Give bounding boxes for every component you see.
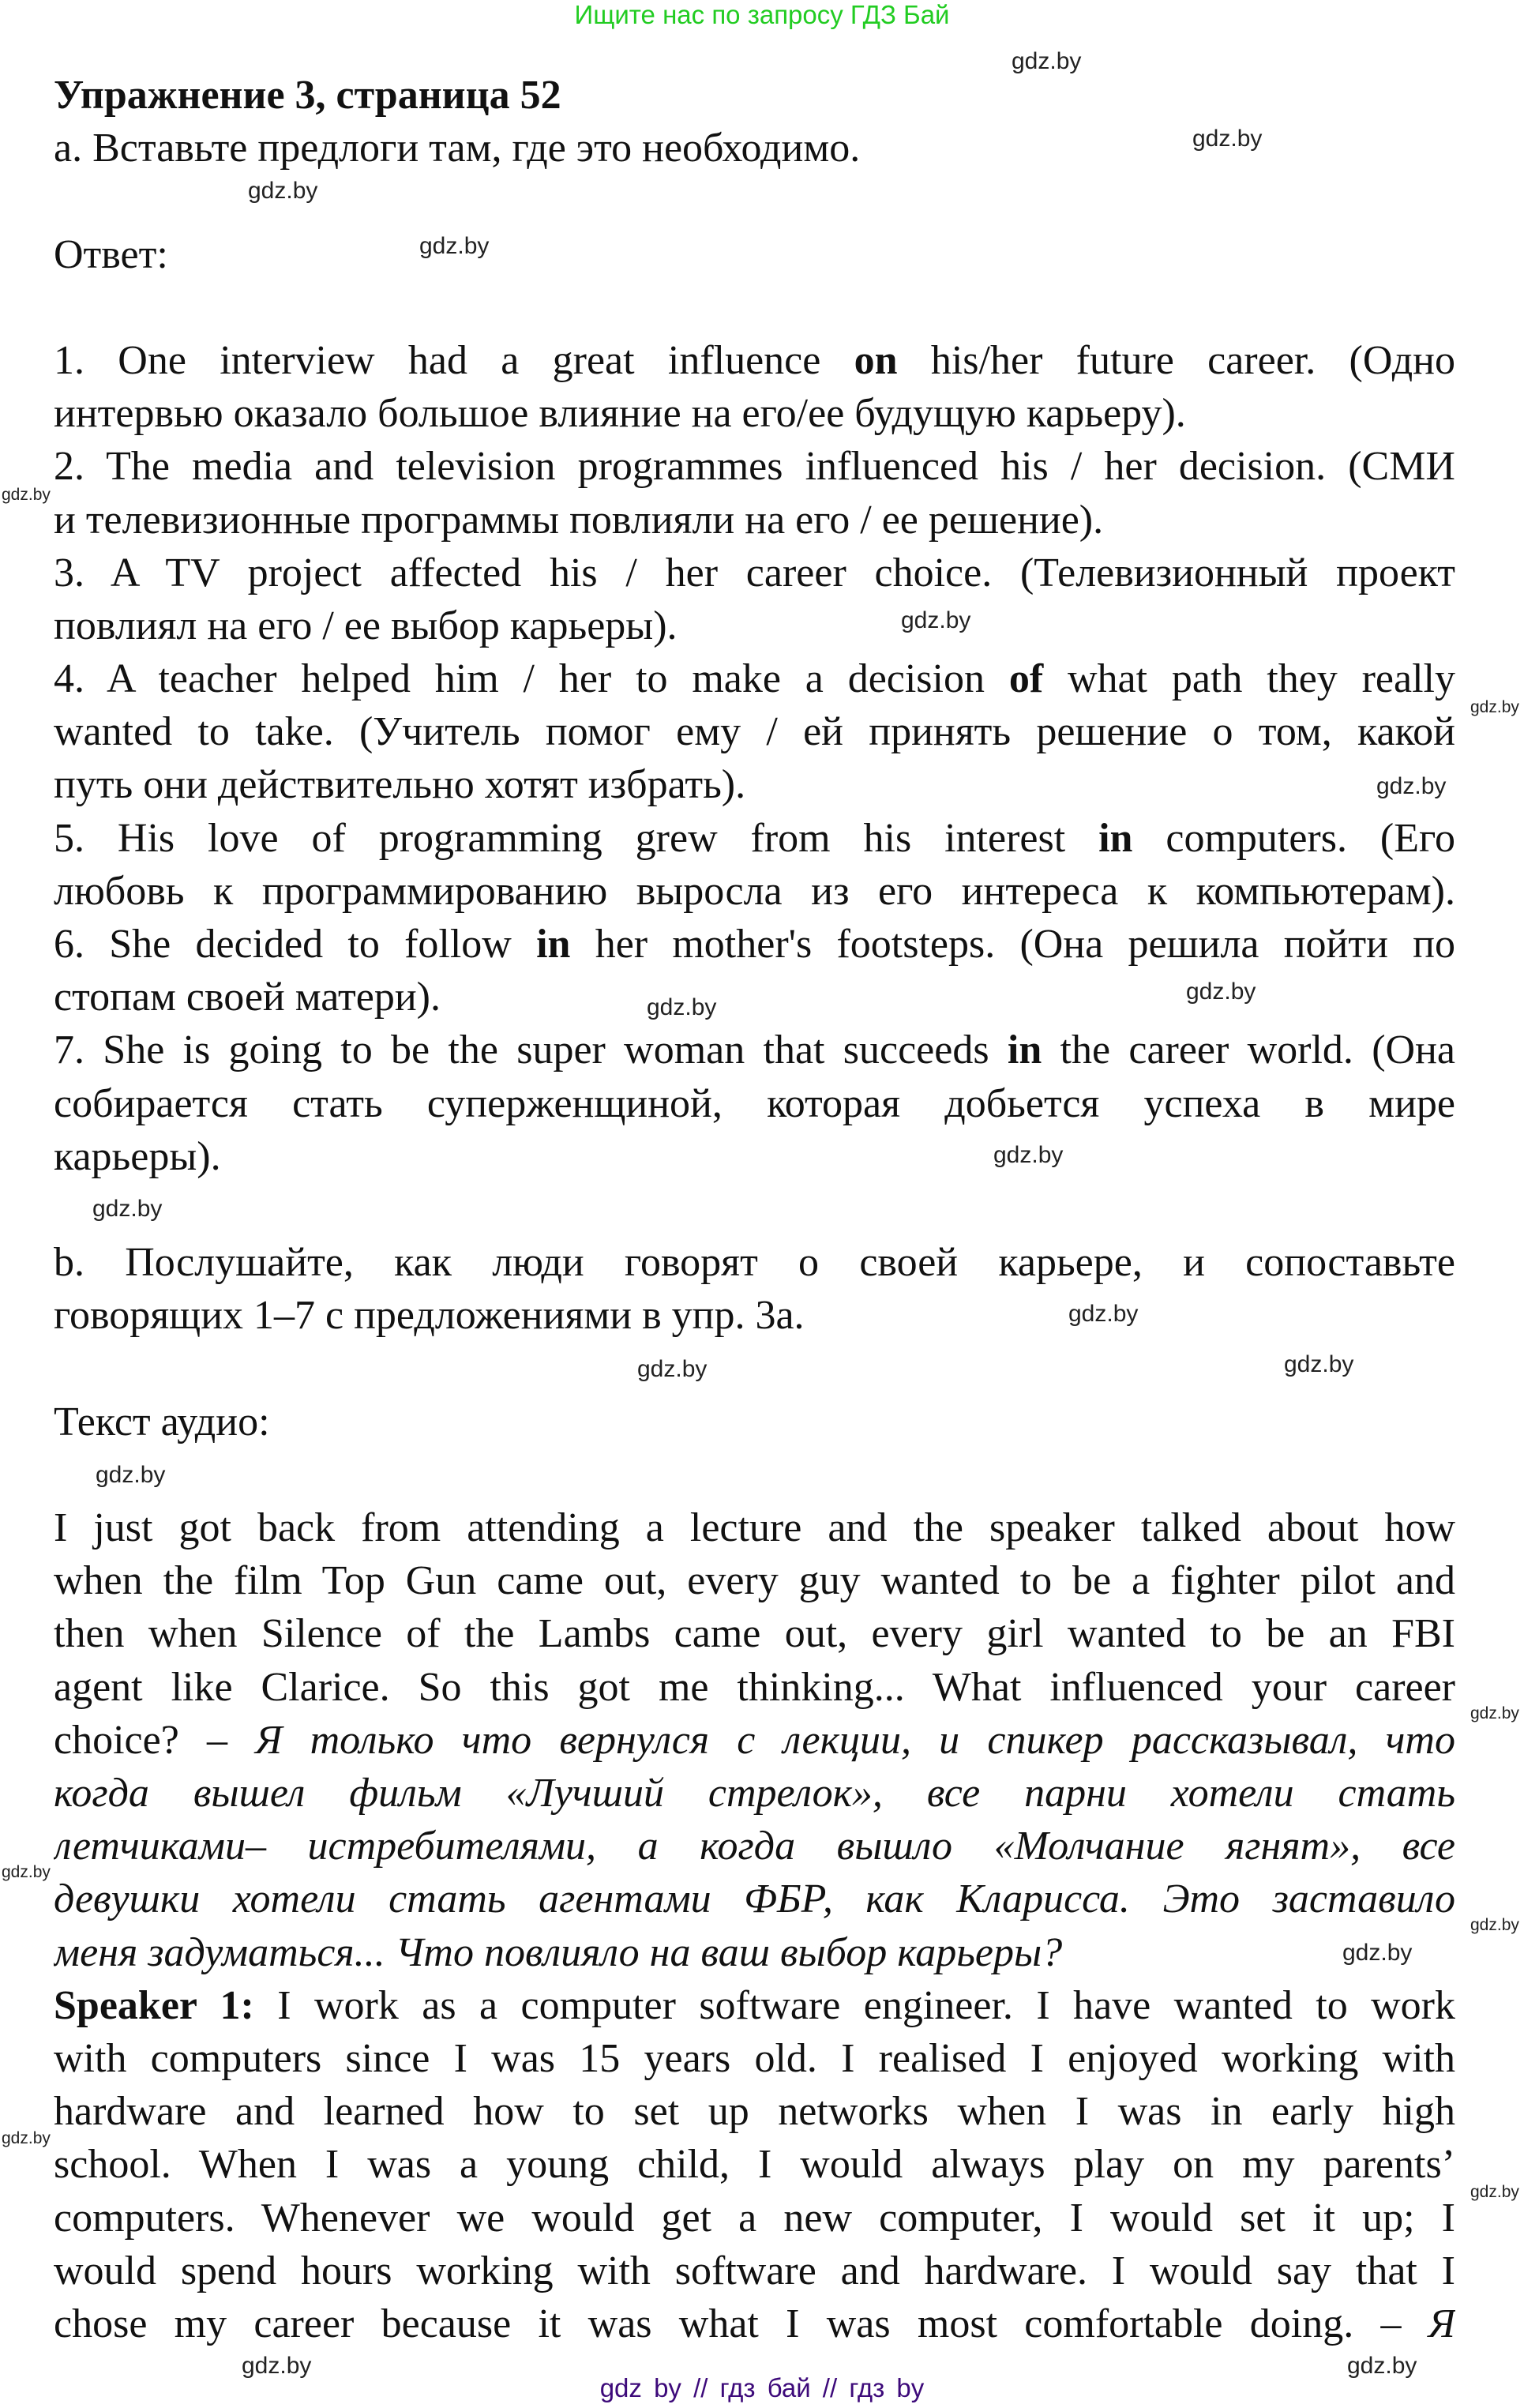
answer-item-4-cont: wanted to take. (Учитель помог ему / ей принять решение о том, какой — [54, 709, 1455, 755]
search-banner[interactable]: Ищите нас по запросу ГДЗ Бай — [574, 0, 950, 29]
watermark: gdz.by — [248, 178, 318, 204]
watermark: gdz.by — [2, 1863, 51, 1881]
answer-item-3-cont: повлиял на его / ее выбор карьеры). — [54, 603, 678, 648]
watermark: gdz.by — [96, 1462, 166, 1488]
watermark: gdz.by — [1470, 1704, 1519, 1722]
speaker1-line: school. When I was a young child, I would always play on my parents’ — [54, 2142, 1455, 2188]
speaker1-line: would spend hours working with software and hardware. I would say that I — [54, 2248, 1455, 2293]
watermark: gdz.by — [2, 2129, 51, 2147]
footer-links[interactable]: gdz by // гдз бай // гдз by — [599, 2373, 925, 2402]
intro-translation-line: летчиками– истребителями, а когда вышло «Молчание ягнят», все — [54, 1824, 1455, 1869]
answer-item-1 — [54, 334, 1455, 387]
text: 7. She is going to be the super woman that succeeds — [54, 1027, 1008, 1073]
translation: Я только что вернулся с лекции, и спикер рассказывал, что — [255, 1717, 1455, 1763]
task-a: а. Вставьте предлоги там, где это необходимо. — [54, 126, 861, 171]
answer-item-3: 3. A TV project affected his / her career choice. (Телевизионный проект — [54, 550, 1455, 595]
watermark: gdz.by — [2, 486, 51, 504]
preposition: of — [1008, 656, 1044, 702]
text: 1. One interview had a great influence — [54, 337, 854, 383]
watermark: gdz.by — [92, 1196, 163, 1222]
text: 5. His love of programming grew from his interest — [54, 815, 1099, 861]
intro-line: I just got back from attending a lecture and the speaker talked about how — [54, 1505, 1455, 1551]
watermark: gdz.by — [1284, 1351, 1354, 1377]
watermark: gdz.by — [901, 607, 971, 633]
preposition: in — [1007, 1027, 1042, 1073]
watermark: gdz.by — [1068, 1301, 1139, 1327]
answer-item-7 — [54, 1024, 1455, 1076]
text: chose my career because it was what I was most comfortable doing. – — [54, 2301, 1428, 2346]
intro-line: agent like Clarice. So this got me thinking... What influenced your career — [54, 1664, 1455, 1710]
watermark: gdz.by — [637, 1356, 708, 1382]
text: what path they really — [1043, 656, 1455, 702]
answer-item-4 — [54, 652, 1455, 705]
watermark: gdz.by — [1470, 1916, 1519, 1934]
exercise-title: Упражнение 3, страница 52 — [54, 73, 561, 118]
answer-item-2-cont: и телевизионные программы повлияли на его / ее решение). — [54, 497, 1104, 543]
watermark: gdz.by — [1470, 698, 1519, 716]
exercise-content — [54, 69, 1455, 2350]
watermark: gdz.by — [1186, 979, 1256, 1005]
text: choice? – — [54, 1717, 256, 1763]
answer-item-7-cont: собирается стать суперженщиной, которая добьется успеха в мире — [54, 1080, 1455, 1126]
preposition: in — [1098, 815, 1133, 861]
speaker1-line — [54, 2297, 1455, 2350]
answer-item-6 — [54, 918, 1455, 971]
task-b: b. Послушайте, как люди говорят о своей карьере, и сопоставьте — [54, 1240, 1455, 1286]
watermark: gdz.by — [993, 1142, 1064, 1168]
answer-item-5-cont: любовь к программированию выросла из его интереса к компьютерам). — [54, 868, 1455, 914]
watermark: gdz.by — [1376, 773, 1447, 799]
preposition: in — [536, 922, 571, 967]
speaker1-line — [54, 1979, 1455, 2032]
watermark: gdz.by — [1347, 2353, 1417, 2379]
task-b-cont: говорящих 1–7 с предложениями в упр. 3а. — [54, 1293, 805, 1339]
answer-label: Ответ: — [54, 231, 168, 277]
watermark: gdz.by — [242, 2353, 312, 2379]
text: her mother's footsteps. (Она решила пойти по — [570, 922, 1455, 967]
answer-item-5 — [54, 812, 1455, 865]
preposition: on — [854, 337, 898, 383]
text: the career world. (Она — [1042, 1027, 1455, 1073]
intro-line: when the film Top Gun came out, every guy wanted to be a fighter pilot and — [54, 1558, 1455, 1604]
intro-line: then when Silence of the Lambs came out, every girl wanted to be an FBI — [54, 1611, 1455, 1657]
translation: Я — [1428, 2301, 1455, 2346]
watermark: gdz.by — [1470, 2183, 1519, 2201]
text: computers. (Его — [1132, 815, 1455, 861]
text: his/her future career. (Одно — [897, 337, 1455, 383]
speaker1-line: hardware and learned how to set up networks when I was in early high — [54, 2089, 1455, 2135]
intro-line — [54, 1714, 1455, 1767]
text: 4. A teacher helped him / her to make a decision — [54, 656, 1009, 702]
watermark: gdz.by — [1342, 1940, 1413, 1966]
speaker1-line: with computers since I was 15 years old. I realised I enjoyed working with — [54, 2035, 1455, 2081]
audio-label: Текст аудио: — [54, 1399, 270, 1444]
intro-translation-line: меня задуматься... Что повлияло на ваш выбор карьеры? — [54, 1929, 1063, 1975]
intro-translation-line: когда вышел фильм «Лучший стрелок», все парни хотели стать — [54, 1771, 1455, 1816]
intro-translation-line: девушки хотели стать агентами ФБР, как Кларисса. Это заставило — [54, 1876, 1455, 1922]
answer-item-4-cont: путь они действительно хотят избрать). — [54, 762, 746, 808]
watermark: gdz.by — [1192, 126, 1263, 152]
watermark: gdz.by — [647, 994, 717, 1020]
answer-item-6-cont: стопам своей матери). — [54, 975, 441, 1020]
answer-item-2: 2. The media and television programmes influenced his / her decision. (СМИ — [54, 444, 1455, 490]
answer-item-1-cont: интервью оказало большое влияние на его/ее будущую карьеру). — [54, 391, 1186, 437]
speaker-label: Speaker 1: — [54, 1982, 254, 2028]
text: I work as a computer software engineer. I have wanted to work — [253, 1982, 1455, 2028]
spacer — [54, 1343, 1455, 1396]
spacer — [54, 1448, 1455, 1501]
watermark: gdz.by — [419, 233, 490, 259]
text: 6. She decided to follow — [54, 922, 537, 967]
answer-item-7-cont: карьеры). — [54, 1133, 221, 1179]
spacer — [54, 281, 1455, 334]
speaker1-line: computers. Whenever we would get a new computer, I would set it up; I — [54, 2195, 1455, 2241]
spacer — [54, 1183, 1455, 1236]
watermark: gdz.by — [1012, 48, 1082, 74]
